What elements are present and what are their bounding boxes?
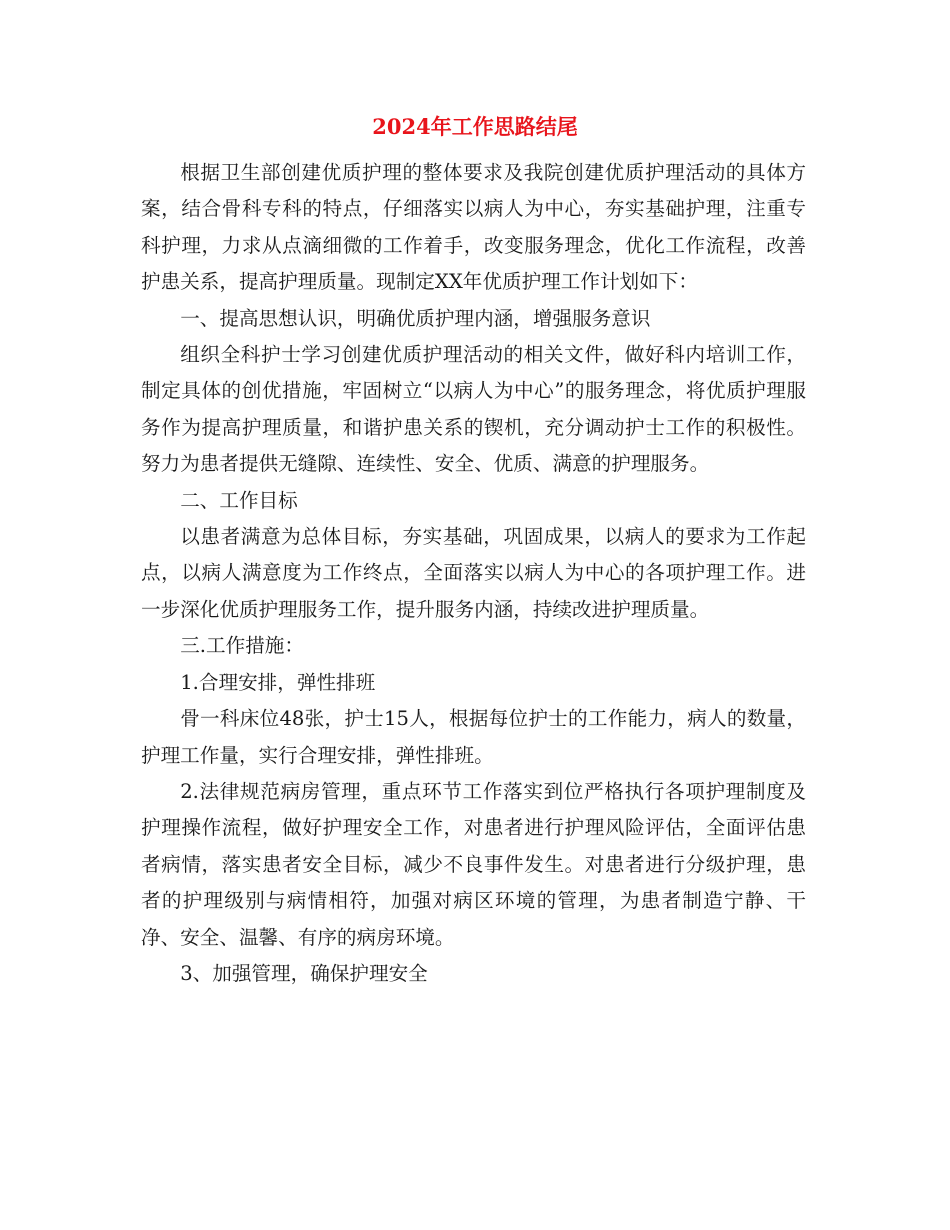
- subheading-3-3: 3、加强管理，确保护理安全: [180, 961, 428, 985]
- subsection-3-2-paragraph: 2.法律规范病房管理，重点环节工作落实到位严格执行各项护理制度及护理操作流程，做好护理安全工作，对患者进行护理风险评估，全面评估患者病情，落实患者安全目标，减少不良事件发生。对患者进行分级护理，患者的护理级别与病情相符，加强对病区环境的管理，为患者制造宁静、干净、安全、温馨、有序的病房环境。: [141, 779, 806, 949]
- section-2-paragraph: 以患者满意为总体目标，夯实基础，巩固成果，以病人的要求为工作起点，以病人满意度为工作终点，全面落实以病人为中心的各项护理工作。进一步深化优质护理服务工作，提升服务内涵，持续改进护理质量。: [141, 525, 806, 621]
- subheading-3-1: 1.合理安排，弹性排班: [180, 670, 376, 694]
- subsection-3-1-paragraph: 骨一科床位48张，护士15人，根据每位护士的工作能力，病人的数量，护理工作量，实行合理安排，弹性排班。: [141, 707, 806, 767]
- intro-paragraph: 根据卫生部创建优质护理的整体要求及我院创建优质护理活动的具体方案，结合骨科专科的特点，仔细落实以病人为中心，夯实基础护理，注重专科护理，力求从点滴细微的工作着手，改变服务理念，优化工作流程，改善护患关系，提高护理质量。现制定XX年优质护理工作计划如下：: [141, 161, 806, 294]
- section-1-paragraph: 组织全科护士学习创建优质护理活动的相关文件，做好科内培训工作，制定具体的创优措施，牢固树立“以病人为中心”的服务理念，将优质护理服务作为提高护理质量，和谐护患关系的锲机，充分调动护士工作的积极性。努力为患者提供无缝隙、连续性、安全、优质、满意的护理服务。: [141, 343, 806, 476]
- document-body: [141, 155, 806, 992]
- section-heading-2: 二、工作目标: [180, 488, 298, 512]
- section-heading-1: 一、提高思想认识，明确优质护理内涵，增强服务意识: [180, 306, 651, 330]
- section-heading-3: 三.工作措施：: [180, 634, 304, 658]
- document-title: 2024年工作思路结尾: [372, 114, 578, 139]
